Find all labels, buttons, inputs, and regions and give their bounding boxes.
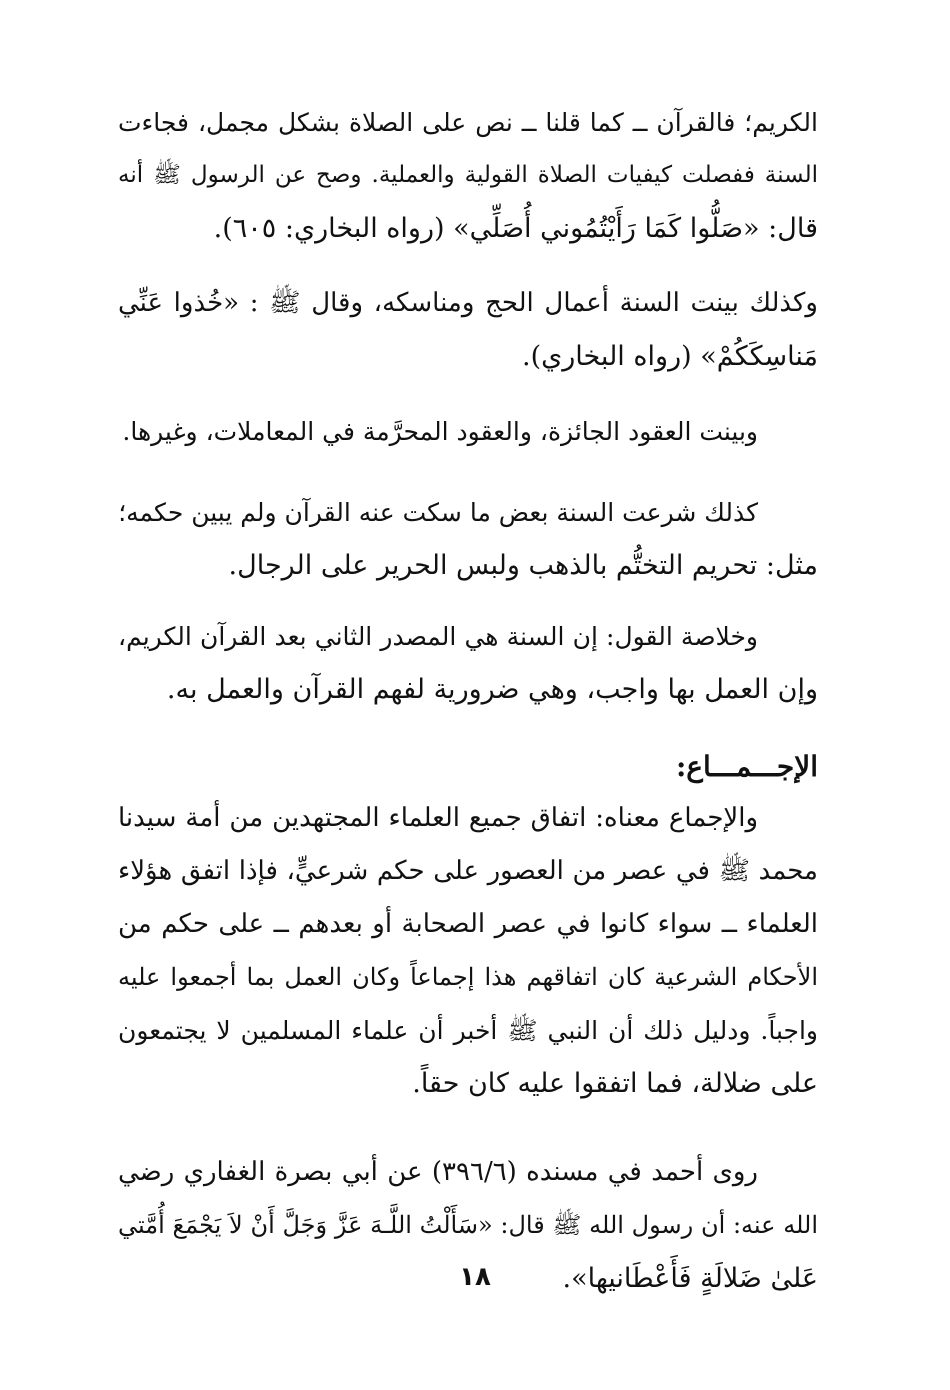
paragraph-ijma-definition xyxy=(118,792,818,1110)
text-line: مثل: تحريم التختُّم بالذهب ولبس الحرير على الرجال. xyxy=(228,550,818,581)
text-line: العلماء ــ سواء كانوا في عصر الصحابة أو بعدهم ــ على حكم من xyxy=(118,909,818,939)
text-line: الأحكام الشرعية كان اتفاقهم هذا إجماعاً وكان العمل بما أجمعوا عليه xyxy=(118,963,818,991)
text-line: محمد ﷺ في عصر من العصور على حكم شرعيٍّ، فإذا اتفق هؤلاء xyxy=(118,856,818,886)
text-line: روى أحمد في مسنده (٣٩٦/٦) عن أبي بصرة الغفاري رضي xyxy=(118,1157,758,1187)
text-line: مَناسِكَكُمْ» (رواه البخاري). xyxy=(521,341,818,372)
text-line: واجباً. ودليل ذلك أن النبي ﷺ أخبر أن علماء المسلمين لا يجتمعون xyxy=(118,1016,818,1045)
paragraph-summary xyxy=(118,610,818,716)
text-line: على ضلالة، فما اتفقوا عليه كان حقاً. xyxy=(412,1068,818,1099)
paragraph-sunnah-legislation xyxy=(118,486,818,592)
section-heading-ijma: الإجـــمـــاع: xyxy=(675,750,818,783)
page-number: ١٨ xyxy=(459,1262,491,1292)
text-line: وخلاصة القول: إن السنة هي المصدر الثاني بعد القرآن الكريم، xyxy=(118,622,758,651)
text-line: كذلك شرعت السنة بعض ما سكت عنه القرآن ولم يبين حكمه؛ xyxy=(118,498,758,527)
paragraph-contracts xyxy=(118,405,818,458)
text-line: وبينت العقود الجائزة، والعقود المحرَّمة في المعاملات، وغيرها. xyxy=(122,417,758,446)
text-line: قال: «صَلُّوا كَمَا رَأَيْتُمُوني أُصَلِّي» (رواه البخاري: ٦٠٥). xyxy=(213,213,818,244)
page-body xyxy=(118,96,818,1327)
text-line: الله عنه: أن رسول الله ﷺ قال: «سَأَلْتُ اللَّـهَ عَزَّ وَجَلَّ أَنْ لاَ يَجْمَعَ أُمَّتي xyxy=(118,1211,818,1239)
text-line: وكذلك بينت السنة أعمال الحج ومناسكه، وقال ﷺ : «خُذوا عَنِّي xyxy=(118,288,818,318)
paragraph-hajj xyxy=(118,277,818,383)
paragraph-quran-prayer xyxy=(118,96,818,255)
text-line: عَلىٰ ضَلالَةٍ فَأَعْطَانيها». xyxy=(562,1263,818,1294)
text-line: والإجماع معناه: اتفاق جميع العلماء المجتهدين من أمة سيدنا xyxy=(118,803,758,833)
text-line: وإن العمل بها واجب، وهي ضرورية لفهم القرآن والعمل به. xyxy=(166,674,818,705)
text-line: الكريم؛ فالقرآن ــ كما قلنا ــ نص على الصلاة بشكل مجمل، فجاءت xyxy=(118,108,818,137)
text-line: السنة ففصلت كيفيات الصلاة القولية والعملية. وصح عن الرسول ﷺ أنه xyxy=(118,162,818,188)
